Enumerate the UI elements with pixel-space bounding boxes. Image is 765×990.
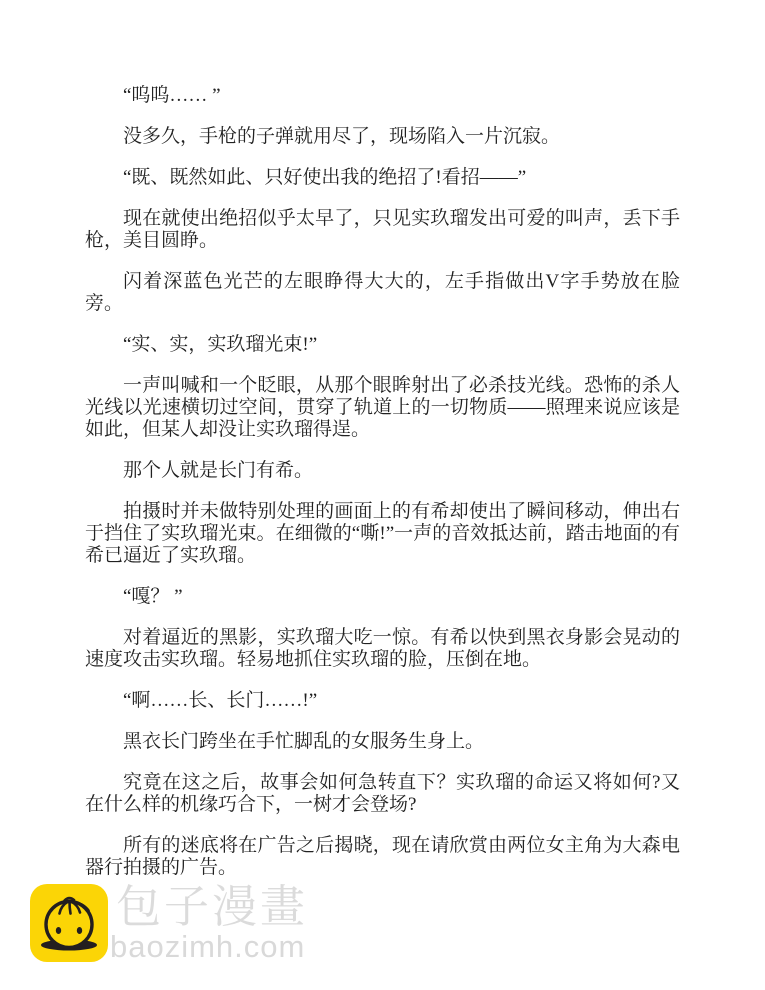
brand-domain: baozimh.com: [110, 929, 306, 964]
baozi-bun-icon: [30, 884, 108, 962]
paragraph: 对着逼近的黑影，实玖瑠大吃一惊。有希以快到黑衣身影会晃动的速度攻击实玖瑠。轻易地抓住实玖瑠的脸，压倒在地。: [85, 627, 680, 670]
novel-text-content: [85, 85, 680, 898]
paragraph: 那个人就是长门有希。: [123, 460, 314, 481]
paragraph: 黑衣长门跨坐在手忙脚乱的女服务生身上。: [123, 731, 485, 752]
watermark-text-block: [110, 881, 309, 964]
paragraph: 现在就使出绝招似乎太早了，只见实玖瑠发出可爱的叫声，丢下手枪，美目圆睁。: [85, 208, 680, 251]
brand-name: 包子漫畫: [116, 881, 309, 932]
paragraph: 闪着深蓝色光芒的左眼睁得大大的，左手指做出V字手势放在脸旁。: [85, 271, 680, 314]
paragraph: “呜呜…… ”: [123, 85, 221, 106]
paragraph: 一声叫喊和一个眨眼，从那个眼眸射出了必杀技光线。恐怖的杀人光线以光速横切过空间，贯穿了轨道上的一切物质——照理来说应该是如此，但某人却没让实玖瑠得逞。: [85, 375, 680, 440]
paragraph: “既、既然如此、只好使出我的绝招了!看招——”: [123, 167, 527, 188]
paragraph: “啊……长、长门……!”: [123, 690, 318, 711]
paragraph: 没多久，手枪的子弹就用尽了，现场陷入一片沉寂。: [123, 126, 561, 147]
paragraph: 究竟在这之后，故事会如何急转直下？实玖瑠的命运又将如何?又在什么样的机缘巧合下，一树才会登场?: [85, 772, 680, 815]
paragraph: 拍摄时并未做特别处理的画面上的有希却使出了瞬间移动，伸出右于挡住了实玖瑠光束。在细微的“嘶!”一声的音效抵达前，踏击地面的有希已逼近了实玖瑠。: [85, 501, 680, 566]
paragraph: “嘎？ ”: [123, 586, 183, 607]
baozimh-watermark: [30, 881, 309, 964]
paragraph: 所有的迷底将在广告之后揭晓，现在请欣赏由两位女主角为大森电器行拍摄的广告。: [85, 835, 680, 878]
paragraph: “实、实，实玖瑠光束!”: [123, 334, 318, 355]
